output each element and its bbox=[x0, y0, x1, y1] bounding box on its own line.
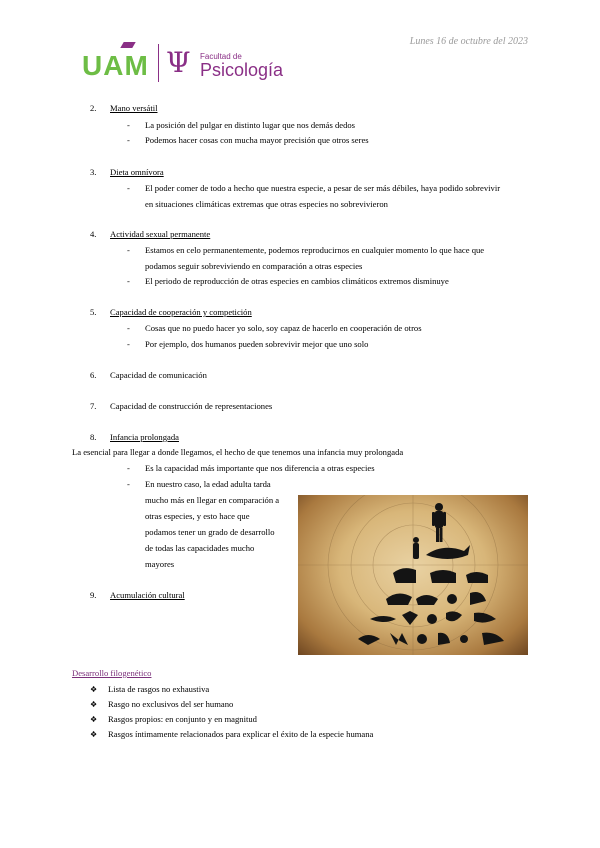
diamond-bullet-icon: ❖ bbox=[90, 700, 98, 709]
date-header: Lunes 16 de octubre del 2023 bbox=[409, 36, 528, 47]
faculty-label-big: Psicología bbox=[200, 60, 284, 80]
diamond-bullet-icon: ❖ bbox=[90, 730, 98, 739]
section-link-desarrollo-filogenetico[interactable]: Desarrollo filogenético bbox=[72, 668, 152, 678]
uam-psicologia-logo bbox=[82, 44, 292, 86]
item-number: 6. bbox=[90, 370, 97, 380]
dash-marker: - bbox=[127, 120, 130, 130]
item-title: Acumulación cultural bbox=[110, 590, 185, 600]
item-bullet: Es la capacidad más importante que nos diferencia a otras especies bbox=[145, 463, 375, 473]
uam-logo-text: UAM bbox=[82, 50, 149, 81]
item-bullet: El poder comer de todo a hecho que nuestra especie, a pesar de ser más débiles, haya podido sobrevivir bbox=[145, 183, 501, 193]
dash-marker: - bbox=[127, 276, 130, 286]
item-title: Capacidad de comunicación bbox=[110, 370, 207, 380]
dash-marker: - bbox=[127, 463, 130, 473]
item-bullet: La posición del pulgar en distinto lugar que nos demás dedos bbox=[145, 120, 356, 130]
dash-marker: - bbox=[127, 479, 130, 489]
logo-divider bbox=[158, 44, 159, 82]
faculty-label-small: Facultad de bbox=[200, 52, 242, 61]
evolution-pyramid-image bbox=[298, 495, 528, 655]
item-title: Capacidad de construcción de representaciones bbox=[110, 401, 273, 411]
item-bullet: El periodo de reproducción de otras especies en cambios climáticos extremos disminuye bbox=[145, 276, 449, 286]
diamond-bullet-icon: ❖ bbox=[90, 715, 98, 724]
section-bullet: Rasgo no exclusivos del ser humano bbox=[108, 699, 234, 709]
item-bullet: Podemos hacer cosas con mucha mayor precisión que otros seres bbox=[145, 135, 369, 145]
section-bullet: Rasgos propios: en conjunto y en magnitud bbox=[108, 714, 257, 724]
item-title: Capacidad de cooperación y competición bbox=[110, 307, 252, 317]
item-bullet: podamos tener un grado de desarrollo bbox=[145, 527, 275, 537]
item-bullet: Cosas que no puedo hacer yo solo, soy capaz de hacerlo en cooperación de otros bbox=[145, 323, 422, 333]
item-number: 5. bbox=[90, 307, 97, 317]
item-number: 7. bbox=[90, 401, 97, 411]
item-number: 4. bbox=[90, 229, 97, 239]
dash-marker: - bbox=[127, 323, 130, 333]
item-bullet: otras especies, y esto hace que bbox=[145, 511, 250, 521]
section-bullet: Rasgos íntimamente relacionados para explicar el éxito de la especie humana bbox=[108, 729, 374, 739]
diamond-bullet-icon: ❖ bbox=[90, 685, 98, 694]
item-number: 3. bbox=[90, 167, 97, 177]
dash-marker: - bbox=[127, 183, 130, 193]
section-bullet: Lista de rasgos no exhaustiva bbox=[108, 684, 210, 694]
item-bullet: Estamos en celo permanentemente, podemos reproducirnos en cualquier momento lo que hace que bbox=[145, 245, 485, 255]
uam-accent-mark bbox=[120, 42, 135, 48]
item-number: 2. bbox=[90, 103, 97, 113]
item-title: Actividad sexual permanente bbox=[110, 229, 211, 239]
item-bullet: podamos seguir sobreviviendo en comparación a otras especies bbox=[145, 261, 363, 271]
item-bullet: mucho más en llegar en comparación a bbox=[145, 495, 280, 505]
item-bullet: En nuestro caso, la edad adulta tarda bbox=[145, 479, 271, 489]
item-title: Mano versátil bbox=[110, 103, 158, 113]
dash-marker: - bbox=[127, 339, 130, 349]
item-number: 8. bbox=[90, 432, 97, 442]
item-bullet: mayores bbox=[145, 559, 175, 569]
item-title: Dieta omnívora bbox=[110, 167, 164, 177]
item-number: 9. bbox=[90, 590, 97, 600]
item-bullet: de todas las capacidades mucho bbox=[145, 543, 255, 553]
item-bullet: en situaciones climáticas extremas que otras especies no sobrevivieron bbox=[145, 199, 388, 209]
item-intro: La esencial para llegar a donde llegamos, el hecho de que tenemos una infancia muy prolongada bbox=[72, 447, 404, 457]
evolution-pyramid-illustration bbox=[298, 495, 528, 655]
item-bullet: Por ejemplo, dos humanos pueden sobrevivir mejor que uno solo bbox=[145, 339, 369, 349]
item-title: Infancia prolongada bbox=[110, 432, 179, 442]
dash-marker: - bbox=[127, 245, 130, 255]
dash-marker: - bbox=[127, 135, 130, 145]
psi-icon: Ψ bbox=[166, 46, 191, 79]
